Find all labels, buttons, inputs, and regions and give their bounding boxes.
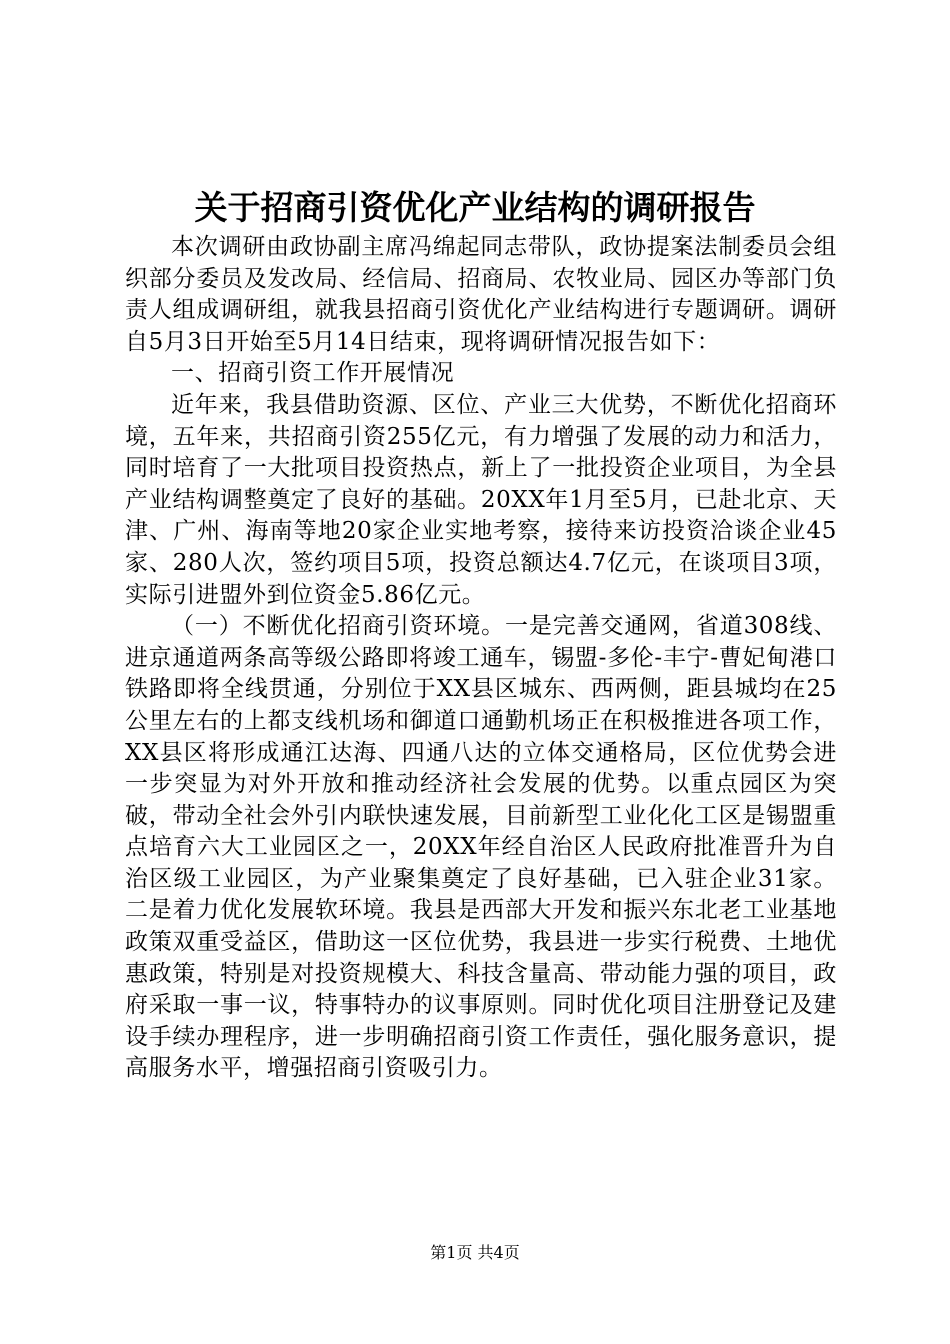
document-body: [125, 232, 837, 1085]
environment-paragraph: （一）不断优化招商引资环境。一是完善交通网，省道308线、进京通道两条高等级公路即将竣工通车，锡盟-多伦-丰宁-曹妃甸港口铁路即将全线贯通，分别位于XX县区城东、西两侧，距县城均在25公里左右的上都支线机场和御道口通勤机场正在积极推进各项工作，XX县区将形成通江达海、四通八达的立体交通格局，区位优势会进一步突显为对外开放和推动经济社会发展的优势。以重点园区为突破，带动全社会外引内联快速发展，目前新型工业化化工区是锡盟重点培育六大工业园区之一，20XX年经自治区人民政府批准晋升为自治区级工业园区，为产业聚集奠定了良好基础，已入驻企业31家。二是着力优化发展软环境。我县是西部大开发和振兴东北老工业基地政策双重受益区，借助这一区位优势，我县进一步实行税费、土地优惠政策，特别是对投资规模大、科技含量高、带动能力强的项目，政府采取一事一议，特事特办的议事原则。同时优化项目注册登记及建设手续办理程序，进一步明确招商引资工作责任，强化服务意识，提高服务水平，增强招商引资吸引力。: [125, 613, 837, 1082]
overview-paragraph: 近年来，我县借助资源、区位、产业三大优势，不断优化招商环境，五年来，共招商引资255亿元，有力增强了发展的动力和活力，同时培育了一大批项目投资热点，新上了一批投资企业项目，为全县产业结构调整奠定了良好的基础。20XX年1月至5月，已赴北京、天津、广州、海南等地20家企业实地考察，接待来访投资洽谈企业45家、280人次，签约项目5项，投资总额达4.7亿元，在谈项目3项，实际引进盟外到位资金5.86亿元。: [125, 391, 837, 608]
intro-paragraph: 本次调研由政协副主席冯绵起同志带队，政协提案法制委员会组织部分委员及发改局、经信局、招商局、农牧业局、园区办等部门负责人组成调研组，就我县招商引资优化产业结构进行专题调研。调研自5月3日开始至5月14日结束，现将调研情况报告如下：: [125, 234, 837, 355]
page-title: 关于招商引资优化产业结构的调研报告: [194, 188, 756, 227]
section-heading: 一、招商引资工作开展情况: [171, 360, 455, 387]
page-number: 第1页 共4页: [430, 1243, 520, 1262]
